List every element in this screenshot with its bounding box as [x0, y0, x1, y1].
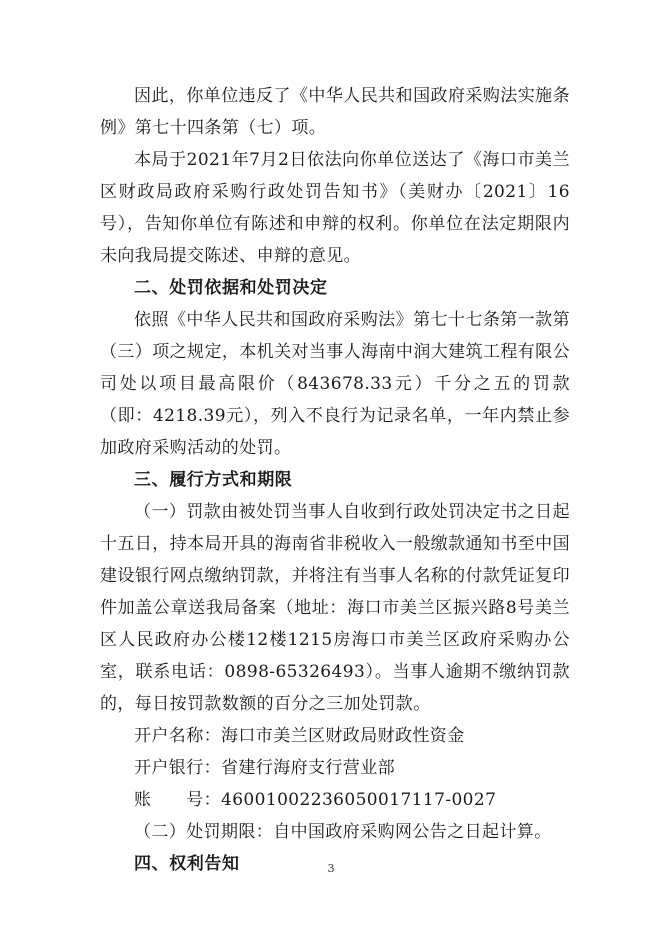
account-bank: 开户银行：省建行海府支行营业部	[134, 758, 395, 778]
section-heading-rights: 四、权利告知	[134, 854, 240, 874]
account-number-line	[100, 784, 570, 816]
paragraph-violation: 因此，你单位违反了《中华人民共和国政府采购法实施条例》第七十四条第（七）项。	[100, 86, 570, 138]
section-heading-performance: 三、履行方式和期限	[134, 470, 293, 490]
paragraph-penalty-period: （二）处罚期限：自中国政府采购网公告之日起计算。	[134, 822, 552, 842]
account-number-value: 46001002236050017117-0027	[221, 790, 497, 810]
paragraph-fine-payment: （一）罚款由被处罚当事人自收到行政处罚决定书之日起十五日，持本局开具的海南省非税收入一般缴款通知书至中国建设银行网点缴纳罚款，并将注有当事人名称的付款凭证复印件加盖公章送我局备案（地址：海口市美兰区振兴路8号美兰区人民政府办公楼12楼1215房海口市美兰区政府采购办公室，联系电话：0898-65326493）。当事人逾期不缴纳罚款的，每日按罚款数额的百分之三加处罚款。	[100, 502, 570, 714]
paragraph-penalty-decision: 依照《中华人民共和国政府采购法》第七十七条第一款第（三）项之规定，本机关对当事人海南中润大建筑工程有限公司处以项目最高限价（843678.33元）千分之五的罚款（即：4218.39元），列入不良行为记录名单，一年内禁止参加政府采购活动的处罚。	[100, 310, 570, 458]
section-heading-penalty-basis: 二、处罚依据和处罚决定	[134, 278, 328, 298]
page-number: 3	[327, 862, 335, 875]
account-name: 开户名称：海口市美兰区财政局财政性资金	[134, 726, 465, 746]
document-body	[100, 80, 570, 880]
paragraph-notice: 本局于2021年7月2日依法向你单位送达了《海口市美兰区财政局政府采购行政处罚告知书》（美财办〔2021〕16号），告知你单位有陈述和申辩的权利。你单位在法定期限内未向我局提交陈述、申辩的意见。	[100, 150, 570, 266]
account-number-label: 账 号：	[134, 790, 221, 810]
